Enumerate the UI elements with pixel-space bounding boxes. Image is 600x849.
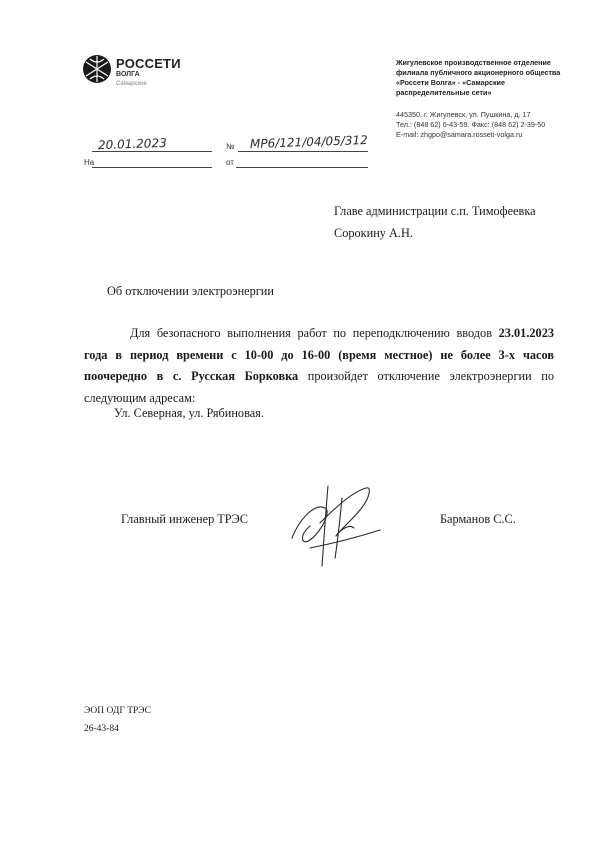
ot-label: от: [226, 158, 234, 167]
na-underline: [92, 167, 212, 168]
contact-phone: Тел.: (848 62) 6-43-59. Факс: (848 62) 2-39-50: [396, 120, 546, 129]
logo-region: Самарские: [116, 81, 147, 87]
na-label: На: [84, 158, 95, 167]
letter-subject: Об отключении электроэнергии: [107, 284, 274, 298]
number-underline: [238, 151, 368, 152]
affected-streets: Ул. Северная, ул. Рябиновая.: [114, 406, 264, 420]
signer-name: Барманов С.С.: [440, 512, 516, 526]
body-date-range: 23.01.2023 года в период времени с 10-00 до 16-00 (время местное) не более 3-х часов поочередно в с. Русская Борковка: [84, 326, 554, 383]
handwritten-signature: [280, 478, 390, 573]
executor-department: ЭОП ОДГ ТРЭС: [84, 706, 151, 716]
letter-body: [84, 323, 554, 409]
contact-address: 445350, г. Жигулевск, ул. Пушкина, д. 17: [396, 110, 531, 119]
contact-email: E-mail: zhgpo@samara.rosseti-volga.ru: [396, 130, 523, 139]
handwritten-date: 20.01.2023: [97, 135, 167, 153]
executor-phone: 26-43-84: [84, 724, 119, 734]
date-underline: [92, 151, 212, 152]
org-line: филиала публичного акционерного общества: [396, 68, 561, 77]
rosseti-logo-icon: [82, 54, 112, 84]
organization-contacts: [396, 110, 571, 140]
org-line: Жигулевское производственное отделение: [396, 58, 551, 67]
signer-position: Главный инженер ТРЭС: [121, 512, 248, 526]
company-logo: [82, 50, 212, 98]
addressee-name: Сорокину А.Н.: [334, 226, 413, 240]
ot-underline: [236, 167, 368, 168]
logo-name: РОССЕТИ: [116, 56, 181, 71]
org-line: «Россети Волга» - «Самарские: [396, 78, 505, 87]
addressee: [334, 200, 574, 244]
logo-subtitle: ВОЛГА: [116, 71, 140, 78]
number-sign: №: [226, 142, 235, 151]
org-line: распределительные сети»: [396, 88, 492, 97]
body-text-end: произойдет отключение электроэнергии по следующим адресам:: [84, 369, 554, 405]
body-text-start: Для безопасного выполнения работ по переподключению вводов: [130, 326, 499, 340]
organization-name: [396, 58, 566, 98]
addressee-title: Главе администрации с.п. Тимофеевка: [334, 204, 536, 218]
handwritten-number: МР6/121/04/05/312: [249, 132, 368, 152]
